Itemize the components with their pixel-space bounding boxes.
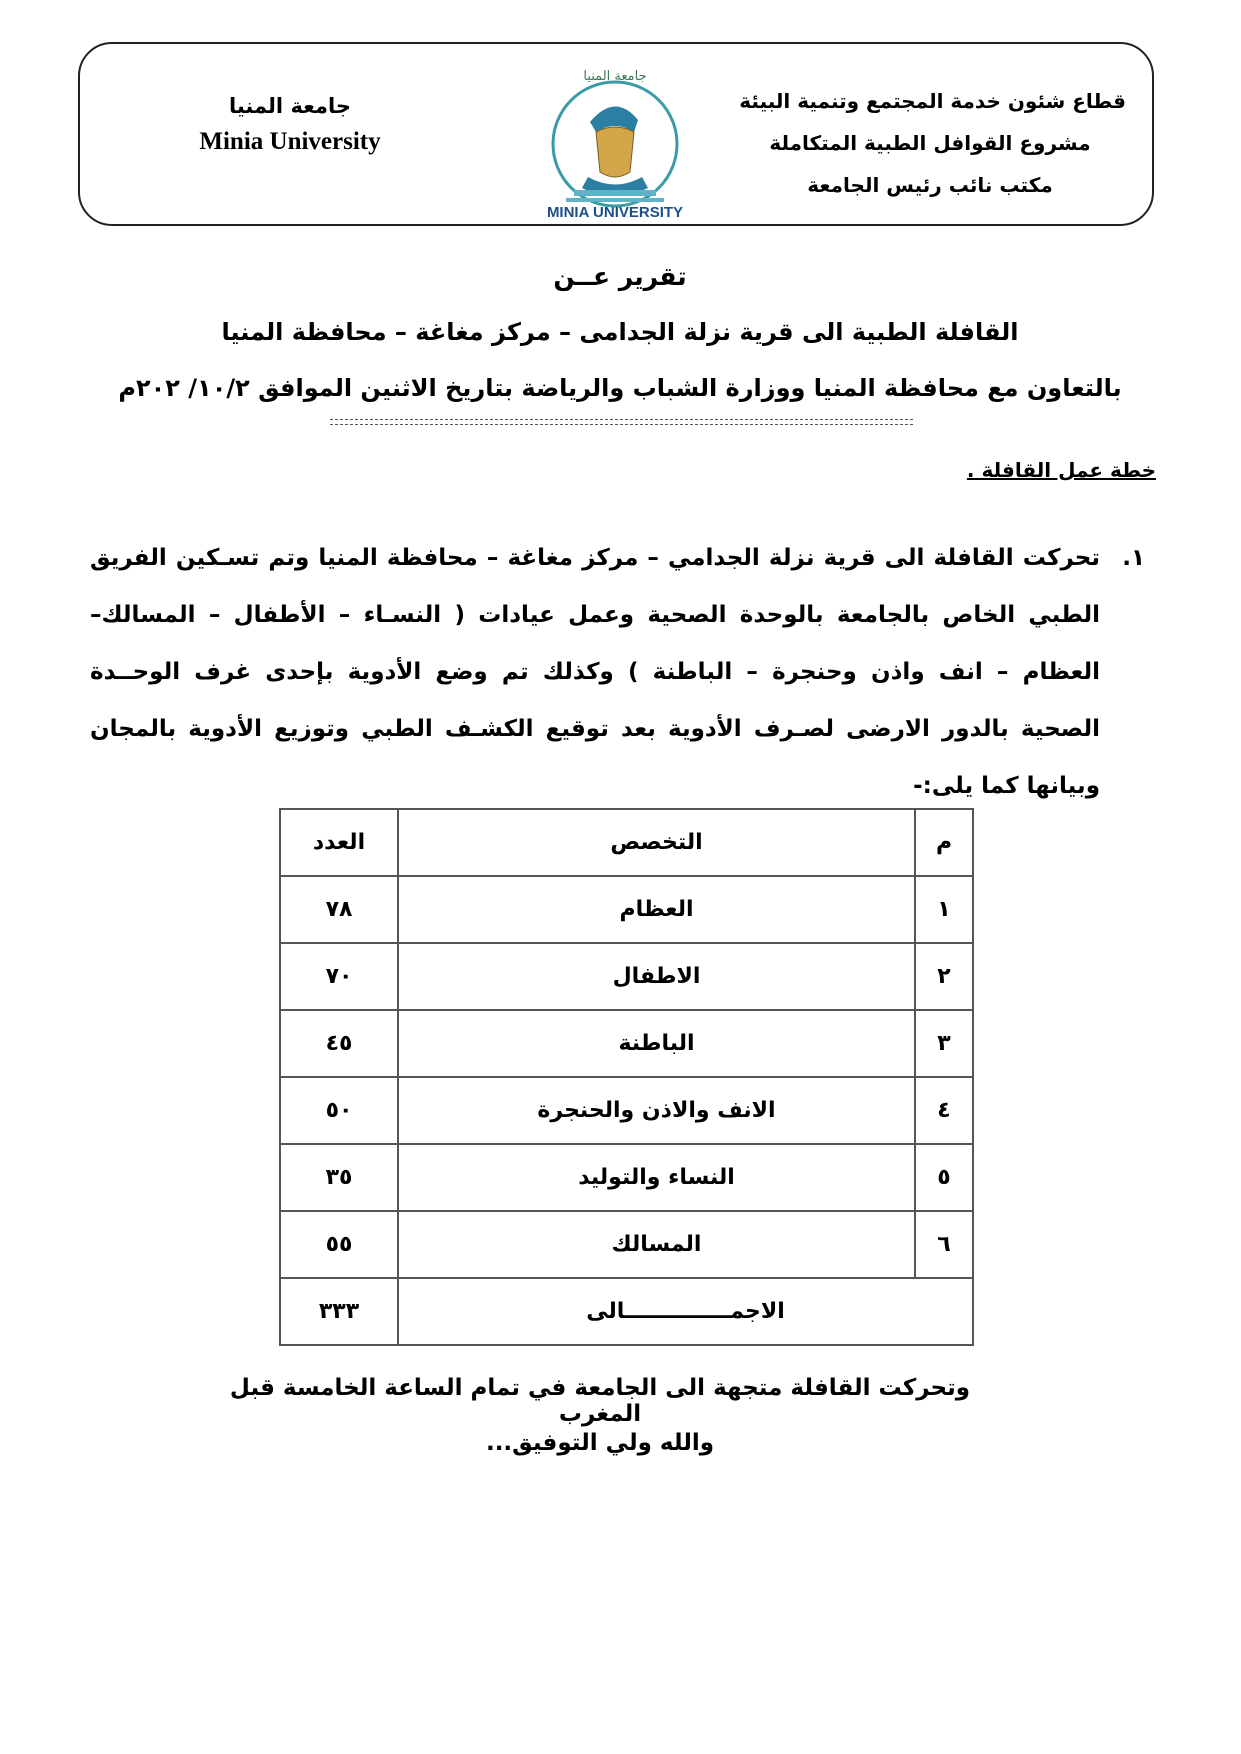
university-logo-icon	[530, 62, 700, 222]
row-index: ٢	[915, 943, 973, 1010]
closing-line: والله ولي التوفيق...	[485, 1430, 715, 1456]
university-name	[180, 94, 400, 156]
specialty-table	[279, 808, 974, 1346]
logo-arabic-caption: جامعة المنيا	[583, 69, 647, 84]
office-line: مكتب نائب رئيس الجامعة	[807, 173, 1053, 197]
paragraph-number: ١.	[1122, 545, 1145, 571]
table-row	[280, 1144, 973, 1211]
university-name-arabic: جامعة المنيا	[228, 94, 352, 118]
row-count: ٧٠	[280, 943, 398, 1010]
letterhead	[78, 42, 1154, 226]
report-date-line: بالتعاون مع محافظة المنيا ووزارة الشباب والرياضة بتاريخ الاثنين الموافق ١٠/٢/ ٢٠٢م	[118, 374, 1122, 402]
table-row	[280, 1077, 973, 1144]
table-row	[280, 943, 973, 1010]
table-row	[280, 1010, 973, 1077]
sector-info	[730, 80, 1130, 206]
row-index: ٦	[915, 1211, 973, 1278]
row-count: ٧٨	[280, 876, 398, 943]
row-count: ٥٥	[280, 1211, 398, 1278]
row-count: ٣٥	[280, 1144, 398, 1211]
header-count: العدد	[280, 809, 398, 876]
header-index: م	[915, 809, 973, 876]
row-index: ٤	[915, 1077, 973, 1144]
row-specialty: الاطفال	[398, 943, 915, 1010]
row-specialty: العظام	[398, 876, 915, 943]
plan-paragraph	[90, 530, 1145, 815]
table-row	[280, 1211, 973, 1278]
row-index: ٥	[915, 1144, 973, 1211]
total-value: ٣٣٣	[280, 1278, 398, 1345]
report-title: تقرير عــن	[553, 262, 687, 291]
row-specialty: الباطنة	[398, 1010, 915, 1077]
logo-caption: MINIA UNIVERSITY	[546, 204, 684, 221]
table-total-row	[280, 1278, 973, 1345]
header-specialty: التخصص	[398, 809, 915, 876]
university-name-english: Minia University	[199, 128, 381, 155]
divider	[330, 419, 913, 425]
row-count: ٥٠	[280, 1077, 398, 1144]
report-subtitle: القافلة الطبية الى قرية نزلة الجدامى – مركز مغاغة – محافظة المنيا	[221, 318, 1019, 346]
row-index: ١	[915, 876, 973, 943]
paragraph-text: تحركت القافلة الى قرية نزلة الجدامي – مركز مغاغة – محافظة المنيا وتم تسـكين الفريق الطبي الخاص بالجامعة بالوحدة الصحية وعمل عيادات ( النسـاء – الأطفال – المسالك– العظام – انف واذن وحنجرة – الباطنة ) وكذلك تم وضع الأدوية بإحدى غرف الوحــدة الصحية بالدور الارضى لصـرف الأدوية بعد توقيع الكشـف الطبي وتوزيع الأدوية بالمجان وبيانها كما يلى:-	[90, 545, 1100, 799]
table-row	[280, 876, 973, 943]
total-label: الاجمــــــــــــــالى	[398, 1278, 973, 1345]
row-specialty: النساء والتوليد	[398, 1144, 915, 1211]
row-specialty: الانف والاذن والحنجرة	[398, 1077, 915, 1144]
row-index: ٣	[915, 1010, 973, 1077]
section-heading: خطة عمل القافلة .	[966, 458, 1156, 482]
project-line: مشروع القوافل الطبية المتكاملة	[769, 131, 1091, 155]
row-count: ٤٥	[280, 1010, 398, 1077]
sector-line: قطاع شئون خدمة المجتمع وتنمية البيئة	[739, 89, 1126, 113]
table-header-row	[280, 809, 973, 876]
departure-note: وتحركت القافلة متجهة الى الجامعة في تمام الساعة الخامسة قبل المغرب	[229, 1375, 971, 1427]
row-specialty: المسالك	[398, 1211, 915, 1278]
